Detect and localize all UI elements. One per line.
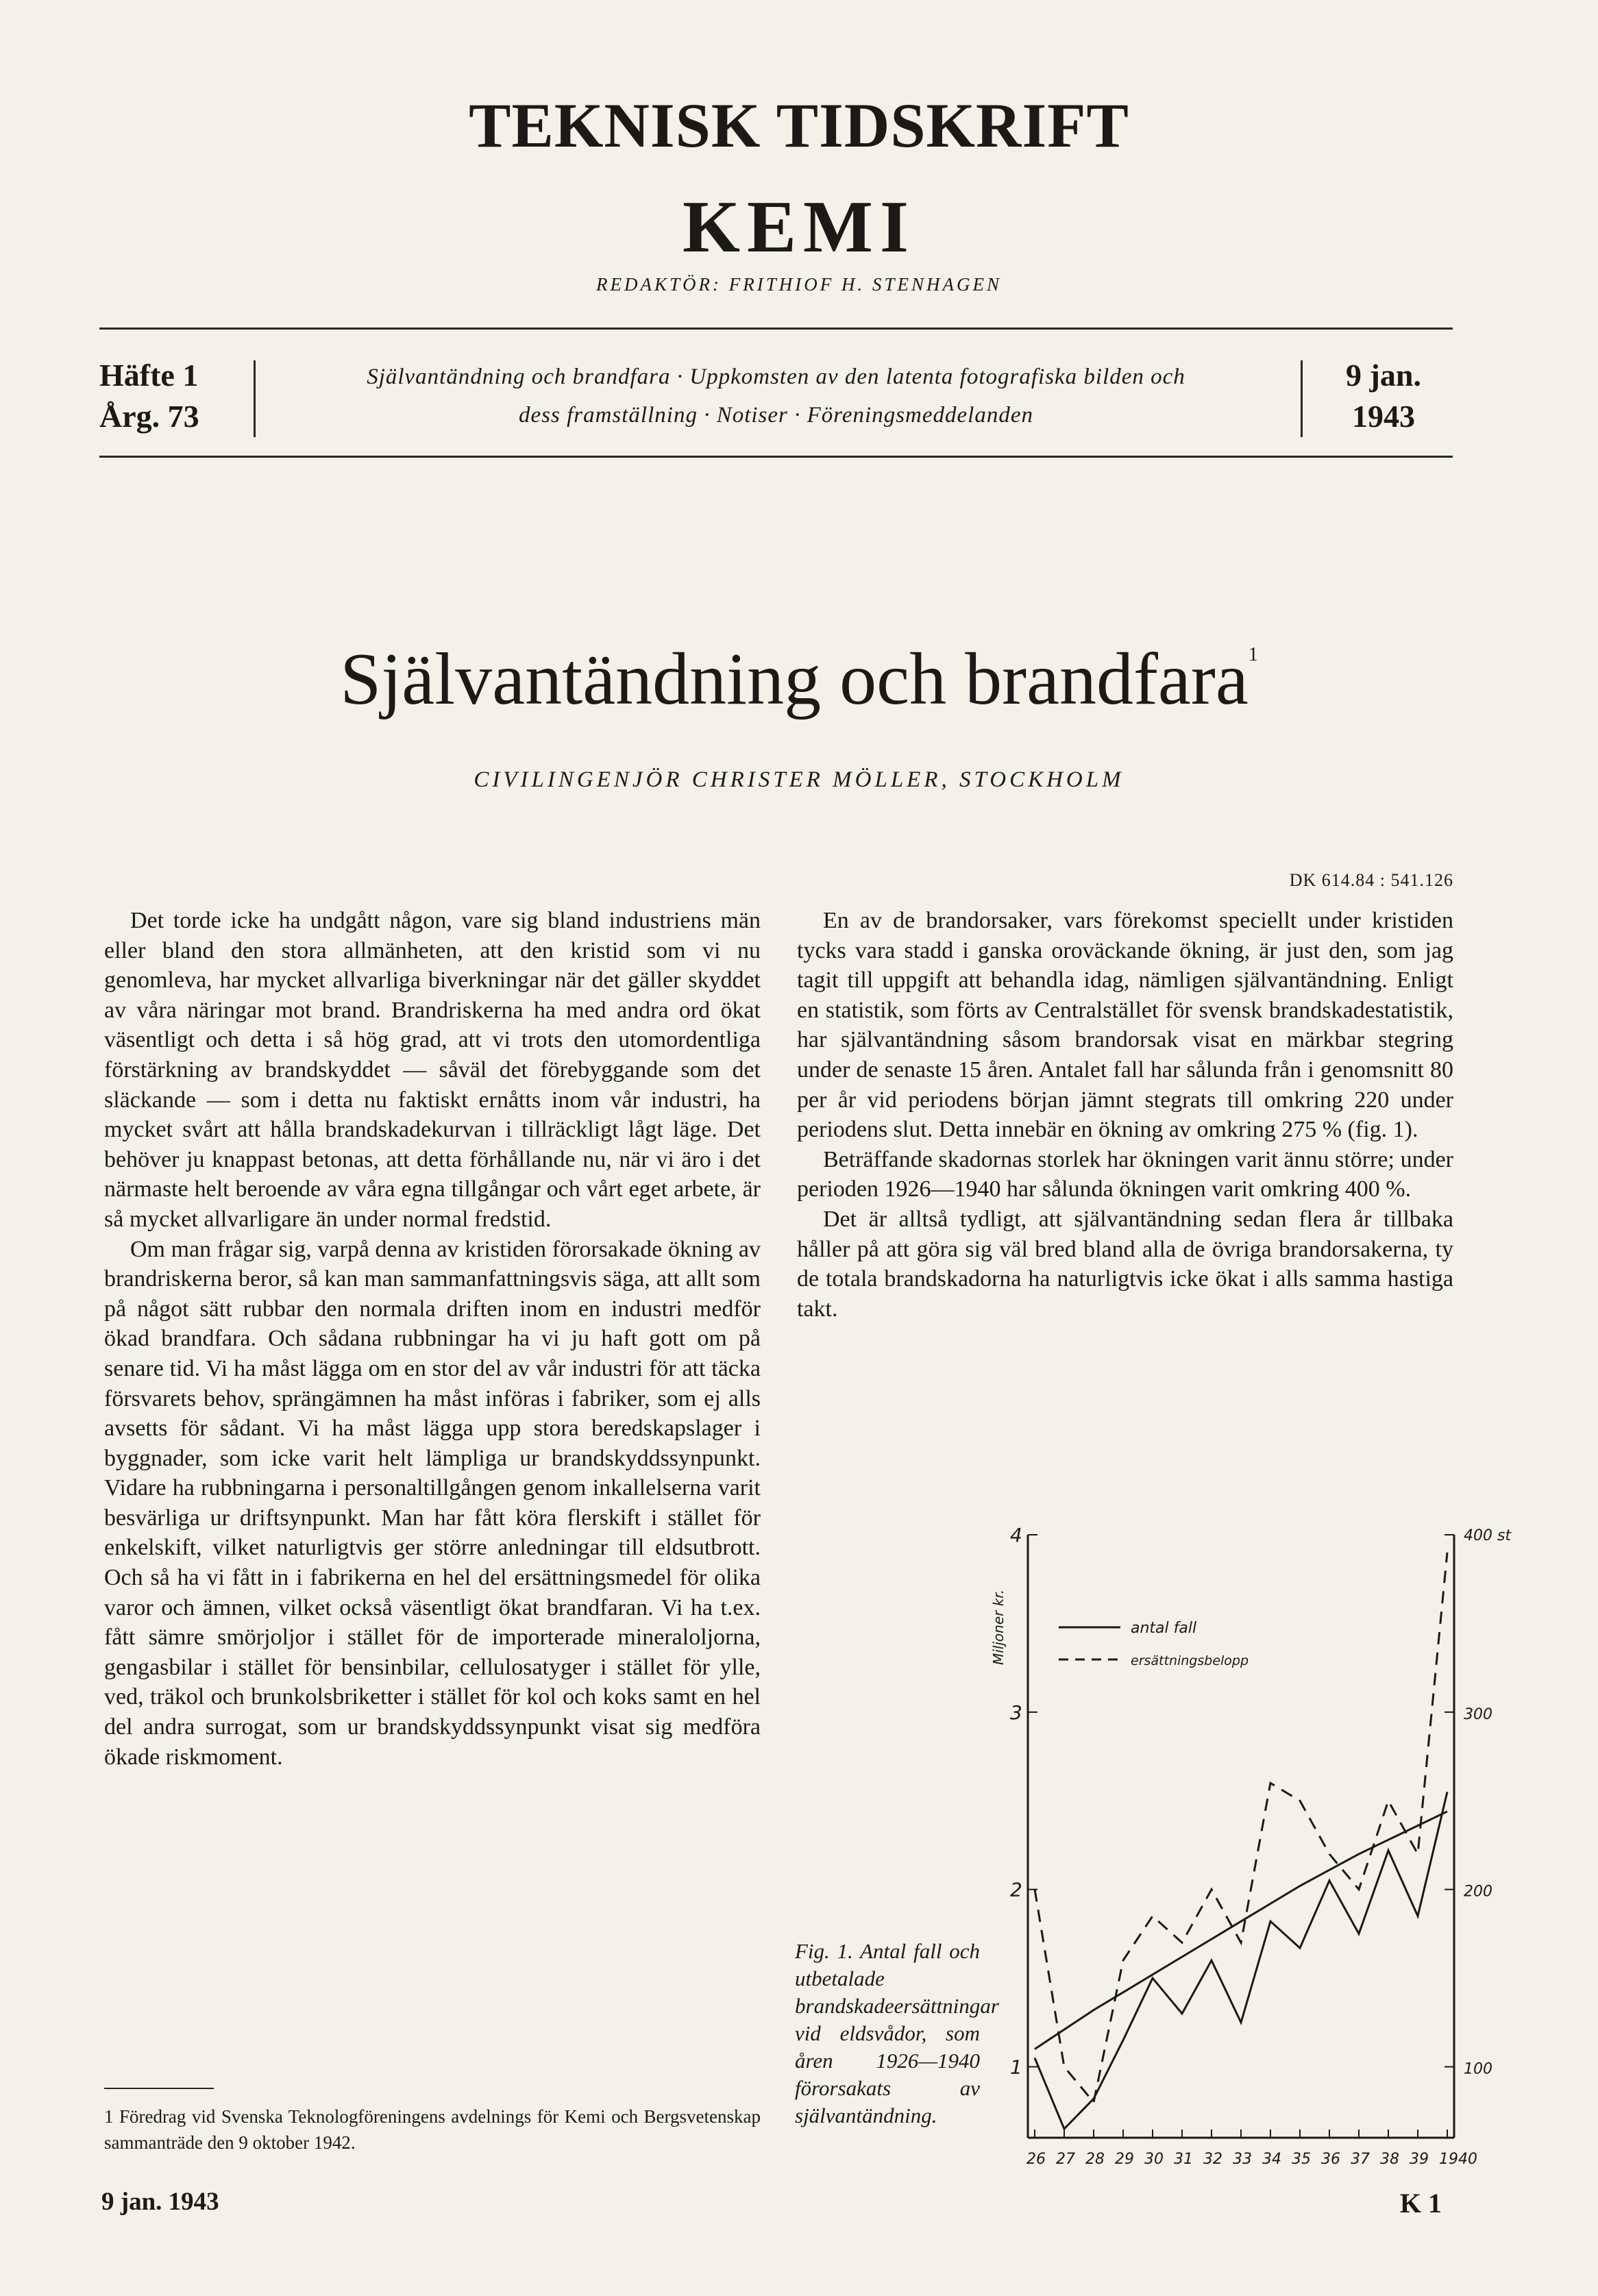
column-right bbox=[797, 906, 1453, 1324]
chart-legend bbox=[1059, 1620, 1249, 1668]
x-tick-label: 30 bbox=[1144, 2151, 1164, 2168]
contents-line-2: dess framställning · Notiser · Föreningsmeddelanden bbox=[519, 403, 1033, 428]
x-tick-label: 35 bbox=[1292, 2151, 1311, 2168]
series-line-1 bbox=[1035, 1792, 1447, 2129]
left-tick-label: 3 bbox=[1010, 1701, 1022, 1724]
x-tick-label: 34 bbox=[1262, 2151, 1281, 2168]
chart-marks bbox=[1035, 1553, 1447, 2129]
section-title: KEMI bbox=[682, 186, 915, 268]
figure-1-chart bbox=[980, 1507, 1512, 2168]
x-tick-label: 39 bbox=[1410, 2151, 1429, 2168]
hafte-label: Häfte 1 bbox=[99, 358, 199, 393]
right-tick-label: 200 bbox=[1464, 1883, 1492, 1901]
paragraph: Beträffande skadornas storlek har ökningen varit ännu större; under perioden 1926—1940 har sålunda ökningen varit omkring 400 %. bbox=[797, 1146, 1453, 1202]
right-tick-label: 100 bbox=[1464, 2060, 1492, 2078]
editor-line: REDAKTÖR: FRITHIOF H. STENHAGEN bbox=[596, 274, 1002, 295]
article-author: CIVILINGENJÖR CHRISTER MÖLLER, STOCKHOLM bbox=[474, 767, 1124, 792]
x-tick-label: 27 bbox=[1056, 2151, 1075, 2168]
issue-number bbox=[99, 355, 199, 437]
issue-date bbox=[1314, 355, 1453, 437]
legend-label: antal fall bbox=[1131, 1620, 1197, 1637]
chart-axes bbox=[1028, 1535, 1454, 2138]
x-tick-label: 31 bbox=[1174, 2151, 1193, 2168]
x-tick-label: 36 bbox=[1321, 2151, 1340, 2168]
paragraph: Det torde icke ha undgått någon, vare sig bland industriens män eller bland den stora allmänheten, att den kristid som vi nu genomleva, har mycket allvarliga biverkningar när det gäller skyddet av våra näringar mot brand. Brandriskerna ha med andra ord ökat väsentligt och detta i så hög grad, att vi trots den utomordentliga förstärkning av brandskyddet — såväl det förebyggande som det släckande — som i detta nu faktiskt ernåtts inom vår industri, ha mycket svårt att hålla brandskadekurvan i tillräckligt lågt läge. Det behöver ju knappast betonas, att detta förhållande nu, när vi äro i det närmaste helt beroende av våra egna tillgångar och vårt eget arbete, är så mycket allvarligare än under normal fredstid. bbox=[104, 908, 761, 1232]
right-tick-label: 300 bbox=[1464, 1705, 1492, 1723]
journal-title: TEKNISK TIDSKRIFT bbox=[469, 90, 1129, 160]
column-left bbox=[104, 906, 761, 1772]
footnote-marker: 1 bbox=[1248, 644, 1258, 665]
footer-date: 9 jan. 1943 bbox=[101, 2188, 219, 2216]
series-line-3 bbox=[1035, 1812, 1447, 2049]
paragraph: En av de brandorsaker, vars förekomst speciellt under kristiden tycks vara stadd i ganska oroväckande ökning, är just den, som jag tagit till uppgift att behandla idag, nämligen självantändning. Enligt en statistik, som förts av Centralstället för svensk brandskadestatistik, har självantändning såsom brandorsak visat en märkbar stegring under de senaste 15 åren. Antalet fall har sålunda från i genomsnitt 80 per år vid periodens början jämnt stegrats till omkring 220 under periodens slut. Detta innebär en ökning av omkring 275 % (fig. 1). bbox=[797, 908, 1453, 1143]
x-tick-label: 33 bbox=[1233, 2151, 1252, 2168]
divider-right bbox=[1301, 360, 1303, 437]
divider-top bbox=[99, 328, 1453, 330]
argang-label: Årg. 73 bbox=[99, 399, 199, 434]
article-title bbox=[0, 637, 1598, 722]
footnote-rule bbox=[104, 2088, 214, 2089]
x-tick-label: 28 bbox=[1085, 2151, 1105, 2168]
x-tick-label: 29 bbox=[1115, 2151, 1134, 2168]
issue-date-day: 9 jan. bbox=[1346, 358, 1421, 393]
x-tick-label: 37 bbox=[1351, 2151, 1370, 2168]
footnote: 1 Föredrag vid Svenska Teknologföreningens avdelnings för Kemi och Bergsvetenskap sammanträde den 9 oktober 1942. bbox=[104, 2106, 761, 2153]
x-tick-label: 1940 bbox=[1439, 2151, 1477, 2168]
dk-classification: DK 614.84 : 541.126 bbox=[1289, 870, 1453, 890]
contents-line-1: Självantändning och brandfara · Uppkomsten av den latenta fotografiska bilden och bbox=[367, 365, 1185, 389]
page-number: K 1 bbox=[1399, 2188, 1442, 2219]
left-tick-label: 4 bbox=[1010, 1524, 1022, 1546]
x-tick-label: 38 bbox=[1380, 2151, 1399, 2168]
left-tick-label: 2 bbox=[1010, 1878, 1022, 1901]
x-tick-label: 32 bbox=[1203, 2151, 1222, 2168]
issue-year: 1943 bbox=[1352, 399, 1415, 434]
x-tick-label: 26 bbox=[1027, 2151, 1046, 2168]
paragraph: Det är alltså tydligt, att självantändning sedan flera år tillbaka håller på att göra sig väl bred bland alla de övriga brandorsakerna, ty de totala brandskadorna ha naturligtvis icke ökat i alls samma hastiga takt. bbox=[797, 1206, 1453, 1322]
figure-caption: Fig. 1. Antal fall och utbetalade brandskadeersättningar vid eldsvådor, som åren 1926—1940 förorsakats av självantändning. bbox=[795, 1939, 999, 2127]
right-axis-unit: 400 st bbox=[1464, 1527, 1512, 1544]
paragraph: Om man frågar sig, varpå denna av kristiden förorsakade ökning av brandriskerna beror, så kan man sammanfattningsvis säga, att allt som på något sätt rubbar den normala driften inom en industri medför ökad brandfara. Och sådana rubbningar ha vi ju haft gott om på senare tid. Vi ha måst lägga om en stor del av vår industri för att täcka försvarets behov, sprängämnen ha måst införas i fabriker, som ej alls avsetts för sådant. Vi ha måst lägga upp stora beredskapslager i byggnader, som icke varit helt lämpliga ur brandskyddssynpunkt. Vidare ha rubbningarna i personaltillgången genom inkallelserna varit besvärliga ur driftsynpunkt. Man har fått köra flerskift i stället för enkelskift, vilket naturligtvis ger större anledningar till eldsutbrott. Och så ha vi fått in i fabrikerna en hel del ersättningsmedel för olika varor och ämnen, vilket också väsentligt ökat brandfaran. Vi ha t.ex. fått sämre smörjoljor i stället för de importerade mineraloljorna, gengasbilar i stället för bensinbilar, cellulosatyger i stället för ylle, ved, träkol och brunkolsbriketter i stället för kol och koks samt en hel del andra surrogat, som ur brandskyddssynpunkt visat sig medföra ökade riskmoment. bbox=[104, 1236, 761, 1770]
article-title-text: Självantändning och brandfara bbox=[340, 639, 1249, 720]
left-tick-label: 1 bbox=[1010, 2056, 1022, 2079]
divider-bottom bbox=[99, 456, 1453, 458]
contents-list bbox=[254, 358, 1299, 434]
legend-label: ersättningsbelopp bbox=[1131, 1653, 1249, 1668]
left-axis-label: Miljoner kr. bbox=[990, 1589, 1007, 1665]
